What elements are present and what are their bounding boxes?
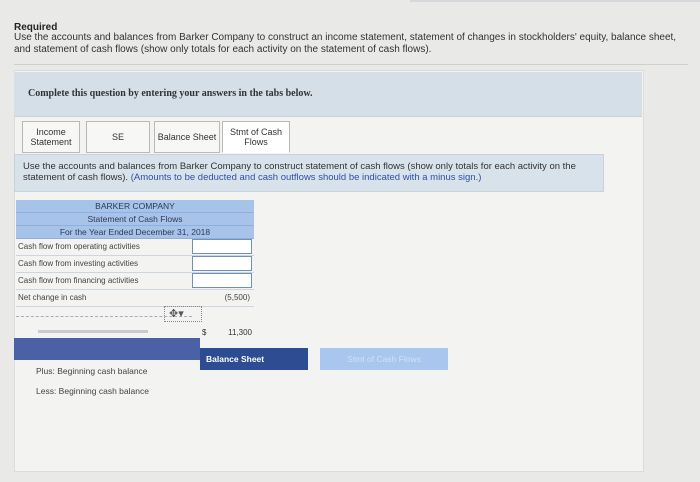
ending-cash-label-smudge xyxy=(38,330,148,333)
cash-flow-statement xyxy=(16,200,254,307)
instructions-text: Use the accounts and balances from Barker Company to construct an income statement, statement of changes in stockholders' equity, balance sheet, and statement of cash flows (show only totals for each activity on the statement of cash flows). xyxy=(14,32,677,55)
required-heading: Required xyxy=(14,22,58,33)
tab-income-statement[interactable]: Income Statement xyxy=(22,121,80,153)
ending-value: 11,300 xyxy=(228,328,252,337)
prompt-hint: (Amounts to be deducted and cash outflows should be indicated with a minus sign.) xyxy=(130,172,482,183)
tab-se[interactable]: SE xyxy=(86,121,150,153)
less-beginning-cash[interactable]: Less: Beginning cash balance xyxy=(36,386,149,396)
table-row xyxy=(16,256,254,273)
prompt-text xyxy=(23,161,603,183)
ending-cash-row xyxy=(16,302,254,337)
investing-input[interactable] xyxy=(192,256,252,271)
net-change-value: (5,500) xyxy=(224,293,250,302)
move-cursor-icon: ✥▾ xyxy=(164,306,202,322)
prompt-box xyxy=(14,154,604,192)
table-row xyxy=(16,239,254,256)
statement-period: For the Year Ended December 31, 2018 xyxy=(16,226,254,239)
table-row xyxy=(16,273,254,290)
dropdown-blur xyxy=(14,338,200,360)
complete-text: Complete this question by entering your answers in the tabs below. xyxy=(28,88,313,99)
financing-input[interactable] xyxy=(192,273,252,288)
row-label: Cash flow from operating activities xyxy=(18,242,140,251)
statement-title: Statement of Cash Flows xyxy=(16,213,254,226)
top-divider xyxy=(410,0,700,2)
tab-balance-sheet[interactable]: Balance Sheet xyxy=(154,121,220,153)
next-stmt-cash-flows-button[interactable]: Stmt of Cash Flows xyxy=(320,348,448,370)
tab-stmt-cash-flows[interactable]: Stmt of Cash Flows xyxy=(222,121,290,153)
plus-beginning-cash[interactable]: Plus: Beginning cash balance xyxy=(36,366,148,376)
dollar-sign: $ xyxy=(202,328,207,337)
ending-cash-value xyxy=(202,328,252,337)
company-name: BARKER COMPANY xyxy=(16,200,254,213)
row-label: Net change in cash xyxy=(18,293,87,302)
row-label: Cash flow from financing activities xyxy=(18,276,139,285)
complete-banner xyxy=(14,72,642,117)
operating-input[interactable] xyxy=(192,239,252,254)
row-label: Cash flow from investing activities xyxy=(18,259,139,268)
back-balance-sheet-button[interactable]: Balance Sheet xyxy=(200,348,308,370)
prompt-main: Use the accounts and balances from Barker Company to construct statement of cash flows (show only totals for each activity on the statement of cash flows). xyxy=(23,161,576,183)
separator xyxy=(14,64,688,65)
statement-header xyxy=(16,200,254,239)
